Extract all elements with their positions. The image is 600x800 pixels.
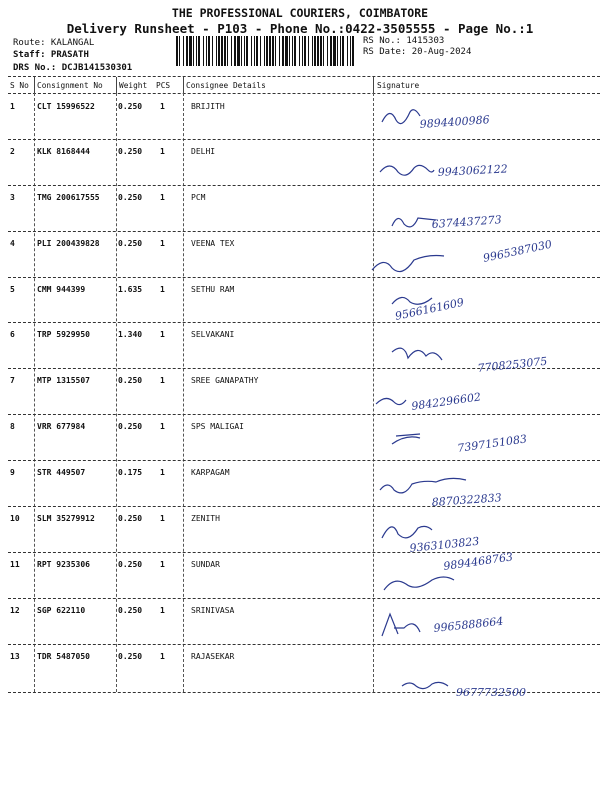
row-pcs: 1	[160, 193, 165, 202]
row-weight: 0.250	[118, 652, 143, 661]
row-separator	[8, 277, 600, 278]
row-sno: 13	[10, 652, 20, 661]
barcode-bar	[323, 36, 324, 66]
consignee-name: RAJASEKAR	[191, 652, 235, 661]
row-weight: 1.340	[118, 330, 143, 339]
row-separator	[8, 414, 600, 415]
row-weight: 0.250	[118, 102, 143, 111]
barcode-bar	[254, 36, 255, 66]
barcode-bar	[216, 36, 217, 66]
consignee-name: SUNDAR	[191, 560, 220, 569]
barcode-bar	[352, 36, 354, 66]
row-sno: 4	[10, 239, 15, 248]
barcode-bar	[208, 36, 210, 66]
row-separator	[8, 368, 600, 369]
barcode-bar	[299, 36, 300, 66]
barcode-bar	[176, 36, 178, 66]
col-weight: Weight	[119, 81, 148, 90]
row-pcs: 1	[160, 606, 165, 615]
table-row	[0, 187, 600, 237]
consignee-name: SREE GANAPATHY	[191, 376, 259, 385]
row-weight: 0.250	[118, 147, 143, 156]
route-label: Route: KALANGAL	[13, 38, 95, 48]
barcode-bar	[264, 36, 265, 66]
consignment-number: TMG 200617555	[37, 193, 100, 202]
barcode-bar	[342, 36, 344, 66]
row-sno: 8	[10, 422, 15, 431]
row-sno: 11	[10, 560, 20, 569]
barcode-bar	[224, 36, 226, 66]
signature-phone: 8870322833	[431, 491, 503, 509]
row-pcs: 1	[160, 422, 165, 431]
row-pcs: 1	[160, 330, 165, 339]
barcode-bar	[317, 36, 319, 66]
consignment-number: CLT 15996522	[37, 102, 95, 111]
barcode-bar	[282, 36, 284, 66]
row-weight: 0.250	[118, 514, 143, 523]
col-divider	[34, 77, 35, 93]
row-weight: 0.250	[118, 193, 143, 202]
consignment-number: TRP 5929950	[37, 330, 90, 339]
barcode-bar	[179, 36, 180, 66]
consignee-name: PCM	[191, 193, 206, 202]
barcode-bar	[212, 36, 213, 66]
row-pcs: 1	[160, 468, 165, 477]
consignment-number: PLI 200439828	[37, 239, 100, 248]
barcode-bar	[183, 36, 184, 66]
barcode-bar	[193, 36, 194, 66]
col-signature: Signature	[377, 81, 420, 90]
table-row	[0, 600, 600, 650]
signature-phone: 7397151083	[456, 432, 528, 455]
consignee-name: DELHI	[191, 147, 216, 156]
col-pcs: PCS	[156, 81, 171, 90]
consignment-number: KLK 8168444	[37, 147, 90, 156]
row-sno: 2	[10, 147, 15, 156]
consignment-number: VRR 677984	[37, 422, 86, 431]
table-row	[0, 554, 600, 604]
rs-number: RS No.: 1415303	[363, 36, 445, 46]
row-sno: 12	[10, 606, 20, 615]
barcode-bar	[256, 36, 258, 66]
header-rule-bottom	[8, 93, 600, 94]
row-sno: 5	[10, 285, 15, 294]
barcode-bar	[206, 36, 207, 66]
consignment-number: RPT 9235306	[37, 560, 90, 569]
consignment-number: TDR 5487050	[37, 652, 90, 661]
row-weight: 0.250	[118, 606, 143, 615]
col-consignee: Consignee Details	[186, 81, 266, 90]
barcode-bar	[203, 36, 204, 66]
row-separator	[8, 322, 600, 323]
consignee-name: KARPAGAM	[191, 468, 230, 477]
barcode-bar	[275, 36, 276, 66]
barcode-bar	[333, 36, 336, 66]
signature-phone: 9566161609	[393, 295, 466, 323]
drs-number: DRS No.: DCJB141530301	[13, 63, 133, 73]
row-separator	[8, 692, 600, 693]
company-title: THE PROFESSIONAL COURIERS, COIMBATORE	[171, 6, 429, 20]
signature-phone: 9842296602	[410, 390, 482, 413]
signature-phone: 9965387030	[481, 237, 554, 265]
consignee-name: BRIJITH	[191, 102, 225, 111]
signature-phone: 9894468763	[442, 550, 514, 573]
row-pcs: 1	[160, 285, 165, 294]
row-sno: 10	[10, 514, 20, 523]
consignment-number: SLM 35279912	[37, 514, 95, 523]
barcode-bar	[196, 36, 197, 66]
barcode-bar	[340, 36, 341, 66]
table-row	[0, 324, 600, 374]
col-divider	[116, 77, 117, 93]
barcode-bar	[279, 36, 280, 66]
barcode-bar	[294, 36, 296, 66]
row-weight: 1.635	[118, 285, 143, 294]
barcode-bar	[237, 36, 240, 66]
barcode-bar	[218, 36, 220, 66]
consignee-name: VEENA TEX	[191, 239, 235, 248]
signature-phone: 9363103823	[408, 534, 480, 555]
row-separator	[8, 231, 600, 232]
barcode-bar	[330, 36, 332, 66]
barcode-bar	[292, 36, 293, 66]
barcode-bar	[320, 36, 322, 66]
table-row	[0, 141, 600, 191]
signature-phone: 6374437273	[431, 213, 503, 231]
barcode-bar	[347, 36, 348, 66]
consignment-number: CMM 944399	[37, 285, 86, 294]
signature-phone: 9943062122	[437, 162, 509, 179]
row-separator	[8, 552, 600, 553]
col-divider	[183, 77, 184, 93]
barcode-bar	[327, 36, 328, 66]
table-row	[0, 646, 600, 696]
row-pcs: 1	[160, 652, 165, 661]
consignee-name: SPS MALIGAI	[191, 422, 244, 431]
header-rule-top	[8, 76, 600, 77]
row-pcs: 1	[160, 102, 165, 111]
barcode-bar	[312, 36, 313, 66]
barcode-image	[176, 36, 356, 66]
row-pcs: 1	[160, 376, 165, 385]
barcode-bar	[227, 36, 228, 66]
consignment-number: SGP 622110	[37, 606, 86, 615]
row-pcs: 1	[160, 147, 165, 156]
row-separator	[8, 598, 600, 599]
row-separator	[8, 506, 600, 507]
barcode-bar	[304, 36, 306, 66]
row-sno: 6	[10, 330, 15, 339]
signature-phone: 9894400986	[419, 113, 491, 131]
rs-date: RS Date: 20-Aug-2024	[363, 47, 472, 57]
row-separator	[8, 185, 600, 186]
row-separator	[8, 644, 600, 645]
signature-phone: 9965888664	[432, 614, 504, 635]
consignee-name: SELVAKANI	[191, 330, 235, 339]
col-sno: S No	[10, 81, 29, 90]
consignee-name: SRINIVASA	[191, 606, 235, 615]
barcode-bar	[289, 36, 290, 66]
barcode-bar	[189, 36, 192, 66]
barcode-bar	[302, 36, 303, 66]
barcode-bar	[350, 36, 351, 66]
row-separator	[8, 139, 600, 140]
table-row	[0, 233, 600, 283]
consignee-name: ZENITH	[191, 514, 220, 523]
consignee-name: SETHU RAM	[191, 285, 235, 294]
table-row	[0, 416, 600, 466]
barcode-bar	[186, 36, 188, 66]
barcode-bar	[241, 36, 242, 66]
barcode-bar	[244, 36, 245, 66]
barcode-bar	[266, 36, 268, 66]
row-sno: 7	[10, 376, 15, 385]
col-divider	[373, 77, 374, 93]
barcode-bar	[221, 36, 223, 66]
row-pcs: 1	[160, 514, 165, 523]
table-row	[0, 462, 600, 512]
staff-label: Staff: PRASATH	[13, 50, 89, 60]
barcode-bar	[308, 36, 309, 66]
table-row	[0, 370, 600, 420]
barcode-bar	[272, 36, 274, 66]
signature-phone: 9677732500	[456, 686, 526, 699]
barcode-bar	[260, 36, 261, 66]
consignment-number: STR 449507	[37, 468, 86, 477]
row-sno: 1	[10, 102, 15, 111]
row-pcs: 1	[160, 560, 165, 569]
barcode-bar	[251, 36, 252, 66]
row-sno: 9	[10, 468, 15, 477]
barcode-bar	[231, 36, 232, 66]
row-weight: 0.250	[118, 376, 143, 385]
table-row	[0, 508, 600, 558]
runsheet-subtitle: Delivery Runsheet - P103 - Phone No.:0422-3505555 - Page No.:1	[66, 21, 534, 36]
barcode-bar	[246, 36, 248, 66]
row-sno: 3	[10, 193, 15, 202]
col-consignment: Consignment No	[37, 81, 103, 90]
barcode-bar	[198, 36, 200, 66]
consignment-number: MTP 1315507	[37, 376, 90, 385]
signature-phone: 7708253075	[476, 354, 548, 375]
barcode-bar	[234, 36, 236, 66]
barcode-bar	[314, 36, 316, 66]
barcode-bar	[269, 36, 271, 66]
row-weight: 0.250	[118, 560, 143, 569]
row-weight: 0.250	[118, 239, 143, 248]
row-separator	[8, 460, 600, 461]
row-weight: 0.250	[118, 422, 143, 431]
barcode-bar	[285, 36, 288, 66]
row-pcs: 1	[160, 239, 165, 248]
row-weight: 0.175	[118, 468, 143, 477]
barcode-bar	[337, 36, 338, 66]
